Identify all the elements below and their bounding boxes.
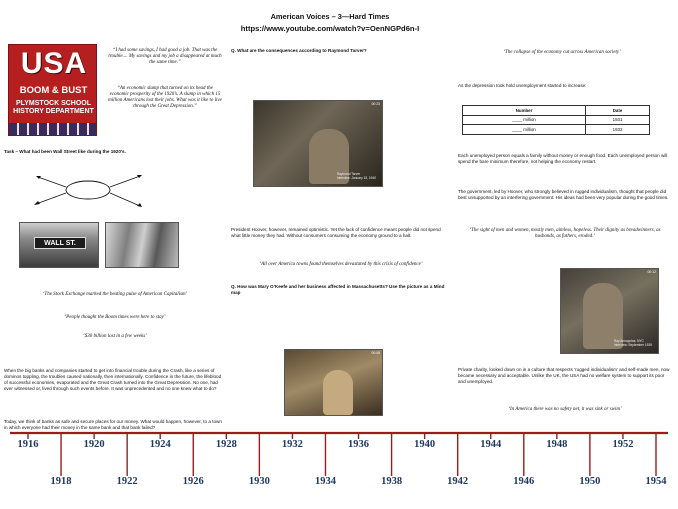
quote-sight-of-men: ‘The sight of men and women, mostly men, aimless, hopeless. Their dignity as breadwinners, as husbands, as fathers, eroded.’ <box>469 228 661 239</box>
timeline-year-1916: 1916 <box>17 439 39 450</box>
quote-towns-devastated: ‘All over America towns found themselves devastated by this crisis of confidence’ <box>259 262 423 267</box>
government-paragraph: The government, led by Hoover, who strongly believed in rugged individualism, thought that people did best unsupported by an interfering government. His ideas had been very popular during the good times. <box>458 189 669 200</box>
header-date: Date <box>586 106 650 116</box>
arrowhead-lower-left <box>34 201 40 205</box>
timeline-year-1930: 1930 <box>248 476 270 487</box>
hoover-paragraph: President Hoover, however, remained optimistic. Yet the lack of confidence meant people did not spend what little money they had. Without consumers consuming the economy ground to a halt. <box>231 227 441 238</box>
timeline-year-1938: 1938 <box>381 476 403 487</box>
video-caption: Raymond Tarver Interview: January 15, 1940 <box>336 172 376 180</box>
timeline-year-1954: 1954 <box>645 476 667 487</box>
arrow-upper-right <box>110 176 140 187</box>
timeline-year-1942: 1942 <box>447 476 469 487</box>
timeline-year-1920: 1920 <box>83 439 105 450</box>
quote-boom-times: ‘People thought the Boom times were here to stay’ <box>64 315 166 320</box>
table-header-row <box>463 106 650 116</box>
arrow-upper-left <box>38 177 66 187</box>
banks-paragraph: Today, we think of banks as safe and secure places for our money. What would happen, however, to a town in which everyone had their money in the same bank and that bank failed? <box>4 419 222 430</box>
table-row <box>463 125 650 135</box>
video-timestamp: 00:08 <box>371 351 380 355</box>
logo-dept-name: HISTORY DEPARTMENT <box>13 108 94 115</box>
logo-usa: USA <box>20 47 88 80</box>
timeline-year-1928: 1928 <box>215 439 237 450</box>
mind-map-arrows <box>36 176 140 206</box>
quote-economic-slump: “An economic slump that turned on its head the economic prosperity of the 1920’s. A slump in which 15 million Americans lost their jobs. What was it like to live through the Great Depression.” <box>108 86 222 109</box>
wall-street-photo <box>19 222 99 268</box>
timeline-year-1948: 1948 <box>546 439 568 450</box>
timeline-year-1934: 1934 <box>314 476 336 487</box>
timeline-year-1944: 1944 <box>480 439 502 450</box>
page-title: American Voices – 3—Hard Times <box>270 12 390 21</box>
skyscrapers-photo <box>105 222 179 268</box>
table-intro: As the depression took hold unemployment started to increase: <box>458 83 587 88</box>
cell-number[interactable]: ____ million <box>463 115 586 125</box>
timeline-year-1946: 1946 <box>513 476 535 487</box>
quote-savings: “I had some savings, I had good a job. That was the trouble.... My savings and my job a disappeared at much the same time.” <box>108 48 222 65</box>
timeline-year-1950: 1950 <box>579 476 601 487</box>
timeline-year-1932: 1932 <box>281 439 303 450</box>
quote-collapse-economy: ‘The collapse of the economy cut across American society’ <box>503 50 621 55</box>
timeline-year-1926: 1926 <box>182 476 204 487</box>
charity-paragraph: Private charity, looked down on in a culture that respects ‘rugged individualism’ and self-made men, now became necessary and acceptable. Unlike the UK, the USA had no welfare system to support its poor and unemployed. <box>458 367 670 384</box>
unemployed-paragraph: Each unemployed person equals a family without money or enough food. Each unemployed person will spend the bare minimum therefore, not helping the economy restart. <box>458 153 668 164</box>
person-figure <box>323 370 353 415</box>
quote-30-billion: ‘$30 billion lost in a few weeks’ <box>83 334 147 339</box>
question-raymond-tarver: Q. What are the consequences according to Raymond Tarver? <box>231 48 367 53</box>
mind-map-center <box>66 181 110 199</box>
video-caption: Ray Annapolas, NYC Interview: September 1939 <box>613 339 652 347</box>
video-timestamp: 00:12 <box>647 270 656 274</box>
header-number: Number <box>463 106 586 116</box>
timeline-year-1922: 1922 <box>116 476 138 487</box>
quote-safety-net: ‘In America there was no safety net, it was sink or swim’ <box>508 407 622 412</box>
usa-boom-bust-logo <box>8 44 97 136</box>
mind-map-diagram <box>0 160 230 220</box>
quote-stock-exchange: ‘The Stock Exchange marked the beating pulse of American Capitalism’ <box>42 292 188 297</box>
wall-street-sign: WALL ST. <box>34 237 86 249</box>
video-timestamp: 00:23 <box>371 102 380 106</box>
timeline-year-1918: 1918 <box>50 476 72 487</box>
timeline <box>0 430 678 509</box>
timeline-year-1936: 1936 <box>348 439 370 450</box>
question-mary-okeefe: Q. How was Mary O’Keefe and her business affected in Massachusetts? Use the picture as a Mind map <box>231 284 445 295</box>
timeline-year-1940: 1940 <box>414 439 436 450</box>
unemployment-table <box>462 105 650 135</box>
logo-stripes <box>9 123 97 136</box>
timeline-year-1924: 1924 <box>149 439 171 450</box>
arrow-lower-left <box>36 193 66 204</box>
logo-boom-bust: BOOM & BUST <box>19 85 88 96</box>
cell-date: 1931 <box>586 115 650 125</box>
cell-date: 1932 <box>586 125 650 135</box>
logo-school <box>9 100 97 116</box>
logo-school-name: PLYMSTOCK SCHOOL <box>15 100 92 107</box>
cell-number[interactable]: ____ million <box>463 125 586 135</box>
video-url[interactable]: https://www.youtube.com/watch?v=OenNGPd6n-I <box>240 24 420 33</box>
timeline-year-1952: 1952 <box>612 439 634 450</box>
video-still-mary-okeefe[interactable] <box>284 349 383 416</box>
video-still-ray-annapolas[interactable] <box>560 268 659 354</box>
video-still-raymond-tarver[interactable] <box>253 100 383 187</box>
table-row <box>463 115 650 125</box>
task-wall-street: Task – What had been Wall Street like during the 1920’s. <box>4 149 126 154</box>
crash-paragraph: When the big banks and companies started to get into financial trouble during the Crash, like a series of dominos toppling, the troubles caused nationally, then internationally. Confidence in the future, the lifeblood of successful economies, evaporated and the Great Crash turned into the Great Depression. No one, had ever witnessed or, lived through such events before. It was unprecedented and no one knew what to do? <box>4 368 222 391</box>
arrow-lower-right <box>110 193 140 206</box>
